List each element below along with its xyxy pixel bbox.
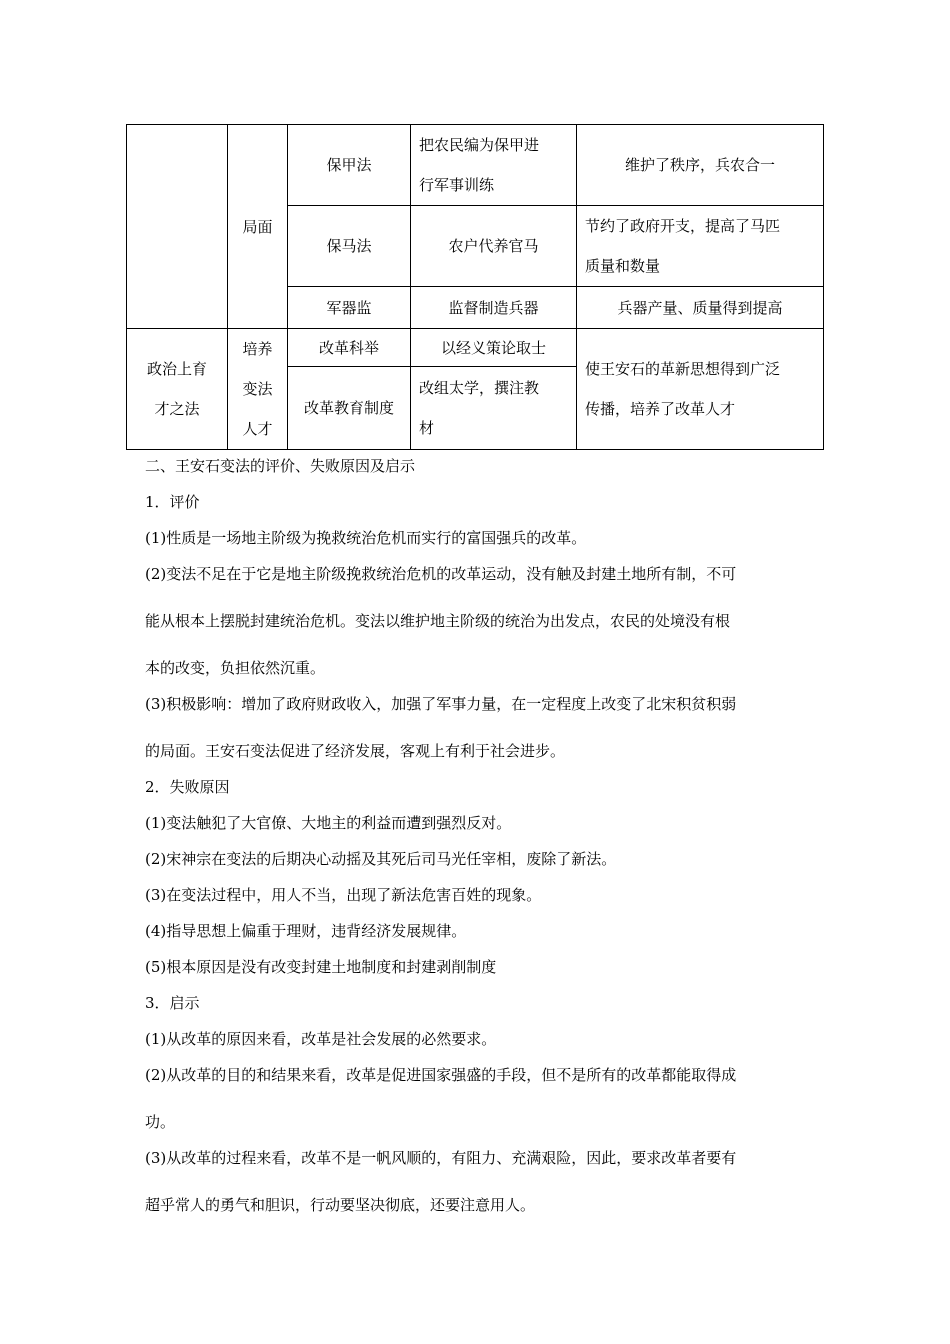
table-row	[127, 329, 824, 367]
content-cell: 农户代养官马	[411, 206, 577, 287]
subsection-heading: 3．启示	[145, 994, 200, 1012]
paragraph-line: 本的改变，负担依然沉重。	[145, 659, 326, 677]
effect-cell: 维护了秩序，兵农合一	[577, 125, 824, 206]
content-cell: 把农民编为保甲进 行军事训练	[411, 125, 577, 206]
section-title: 二、王安石变法的评价、失败原因及启示	[145, 457, 416, 475]
paragraph-line: 的局面。王安石变法促进了经济发展，客观上有利于社会进步。	[145, 742, 566, 760]
paragraph: (1)性质是一场地主阶级为挽救统治危机而实行的富国强兵的改革。	[145, 529, 587, 547]
paragraph: (3)在变法过程中，用人不当，出现了新法危害百姓的现象。	[145, 886, 542, 904]
empty-cell	[127, 125, 228, 329]
paragraph-line: (2)从改革的目的和结果来看，改革是促进国家强盛的手段，但不是所有的改革都能取得成	[145, 1066, 737, 1084]
paragraph: (5)根本原因是没有改变封建土地制度和封建剥削制度	[145, 958, 497, 976]
effect-cell: 节约了政府开支，提高了马匹 质量和数量	[577, 206, 824, 287]
document-body	[145, 448, 825, 1223]
subsection-heading: 1．评价	[145, 493, 200, 511]
subcategory-cell: 培养 变法 人才	[228, 329, 288, 450]
measure-cell: 改革科举	[288, 329, 411, 367]
paragraph: (4)指导思想上偏重于理财，违背经济发展规律。	[145, 922, 467, 940]
paragraph-line: 功。	[145, 1113, 176, 1131]
category-cell: 局面	[228, 125, 288, 329]
content-cell: 监督制造兵器	[411, 287, 577, 329]
measure-cell: 保马法	[288, 206, 411, 287]
reform-table	[126, 124, 824, 450]
measure-cell: 军器监	[288, 287, 411, 329]
paragraph: (1)从改革的原因来看，改革是社会发展的必然要求。	[145, 1030, 497, 1048]
paragraph: (2)宋神宗在变法的后期决心动摇及其死后司马光任宰相，废除了新法。	[145, 850, 617, 868]
paragraph-line: (2)变法不足在于它是地主阶级挽救统治危机的改革运动，没有触及封建土地所有制，不可	[145, 565, 737, 583]
content-cell: 以经义策论取士	[411, 329, 577, 367]
subsection-heading: 2．失败原因	[145, 778, 230, 796]
effect-cell: 兵器产量、质量得到提高	[577, 287, 824, 329]
paragraph-line: (3)积极影响：增加了政府财政收入，加强了军事力量，在一定程度上改变了北宋积贫积弱	[145, 695, 737, 713]
category-cell: 政治上育 才之法	[127, 329, 228, 450]
measure-cell: 改革教育制度	[288, 367, 411, 450]
table-row	[127, 125, 824, 206]
content-cell: 改组太学，撰注教 材	[411, 367, 577, 450]
paragraph-line: (3)从改革的过程来看，改革不是一帆风顺的，有阻力、充满艰险，因此，要求改革者要有	[145, 1149, 737, 1167]
paragraph-line: 超乎常人的勇气和胆识，行动要坚决彻底，还要注意用人。	[145, 1196, 536, 1214]
paragraph-line: 能从根本上摆脱封建统治危机。变法以维护地主阶级的统治为出发点，农民的处境没有根	[145, 612, 731, 630]
measure-cell: 保甲法	[288, 125, 411, 206]
paragraph: (1)变法触犯了大官僚、大地主的利益而遭到强烈反对。	[145, 814, 512, 832]
effect-cell: 使王安石的革新思想得到广泛 传播，培养了改革人才	[577, 329, 824, 450]
